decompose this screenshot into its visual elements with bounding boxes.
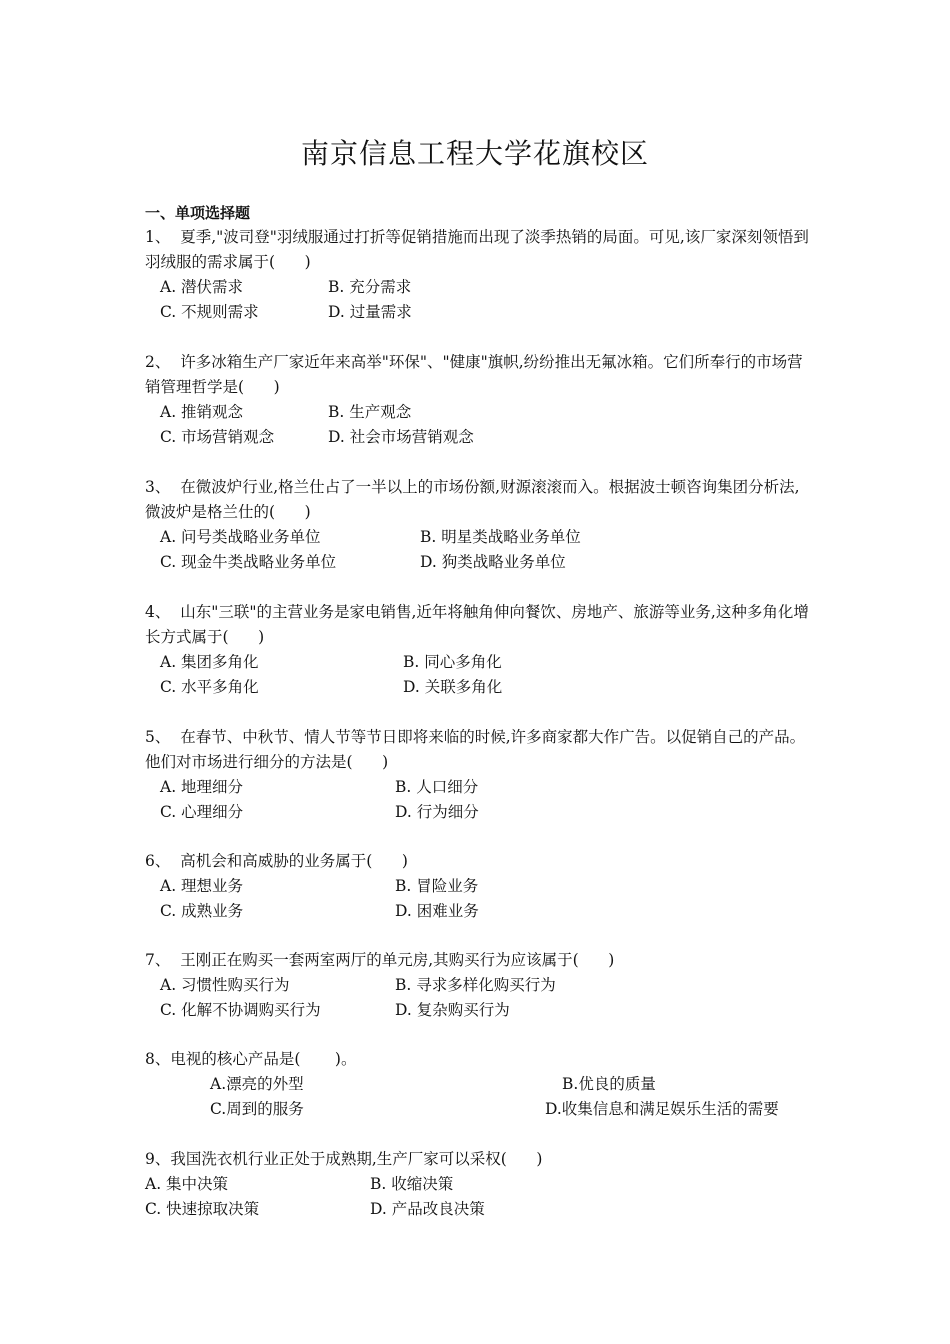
option-a: A. 地理细分 — [160, 778, 244, 796]
option-d: D. 狗类战略业务单位 — [420, 553, 566, 571]
document-title: 南京信息工程大学花旗校区 — [300, 137, 649, 170]
question-text: 6、 高机会和高威胁的业务属于( ) — [145, 852, 408, 870]
option-c: C. 水平多角化 — [160, 678, 259, 696]
option-b: B. 充分需求 — [328, 278, 412, 296]
question-text: 2、 许多冰箱生产厂家近年来高举"环保"、"健康"旗帜,纷纷推出无氟冰箱。它们所奉行的市场营销管理哲学是( ) — [145, 353, 803, 396]
option-b: B. 明星类战略业务单位 — [420, 528, 581, 546]
option-a: A. 潜伏需求 — [160, 278, 244, 296]
option-b: B. 同心多角化 — [403, 653, 502, 671]
option-b: B. 人口细分 — [395, 778, 479, 796]
question-text: 3、 在微波炉行业,格兰仕占了一半以上的市场份额,财源滚滚而入。根据波士顿咨询集团分析法,微波炉是格兰仕的( ) — [145, 478, 800, 521]
option-a: A. 集团多角化 — [160, 653, 259, 671]
option-b: B. 冒险业务 — [395, 877, 479, 895]
question-text: 7、 王刚正在购买一套两室两厅的单元房,其购买行为应该属于( ) — [145, 951, 615, 969]
option-a: A. 习惯性购买行为 — [160, 976, 290, 994]
option-d: D. 社会市场营销观念 — [328, 428, 474, 446]
option-b: B. 生产观念 — [328, 403, 412, 421]
question-7 — [145, 948, 810, 973]
option-a: A.漂亮的外型 — [210, 1075, 304, 1093]
option-d: D. 关联多角化 — [403, 678, 503, 696]
option-b: B.优良的质量 — [562, 1075, 656, 1093]
question-text: 5、 在春节、中秋节、情人节等节日即将来临的时候,许多商家都大作广告。以促销自己的产品。他们对市场进行细分的方法是( ) — [145, 728, 806, 771]
option-d: D. 产品改良决策 — [370, 1200, 485, 1218]
option-b: B. 收缩决策 — [370, 1175, 454, 1193]
option-c: C. 化解不协调购买行为 — [160, 1001, 321, 1019]
option-a: A. 推销观念 — [160, 403, 244, 421]
question-8 — [145, 1047, 810, 1072]
option-c: C. 不规则需求 — [160, 303, 259, 321]
question-text: 1、 夏季,"波司登"羽绒服通过打折等促销措施而出现了淡季热销的局面。可见,该厂家深刻领悟到羽绒服的需求属于( ) — [145, 228, 809, 271]
question-3 — [145, 475, 810, 525]
option-c: C. 现金牛类战略业务单位 — [160, 553, 337, 571]
option-d: D. 过量需求 — [328, 303, 412, 321]
option-a: A. 理想业务 — [160, 877, 244, 895]
question-5 — [145, 725, 810, 775]
question-4 — [145, 600, 810, 650]
option-d: D.收集信息和满足娱乐生活的需要 — [545, 1100, 779, 1118]
option-a: A. 集中决策 — [145, 1175, 229, 1193]
question-1 — [145, 225, 810, 275]
question-6 — [145, 849, 810, 874]
option-a: A. 问号类战略业务单位 — [160, 528, 321, 546]
option-b: B. 寻求多样化购买行为 — [395, 976, 556, 994]
option-d: D. 行为细分 — [395, 803, 479, 821]
option-d: D. 困难业务 — [395, 902, 479, 920]
question-text: 9、我国洗衣机行业正处于成熟期,生产厂家可以采权( ) — [145, 1150, 543, 1168]
option-c: C. 成熟业务 — [160, 902, 244, 920]
section-heading: 一、单项选择题 — [145, 204, 251, 222]
question-9 — [145, 1147, 810, 1172]
option-c: C. 市场营销观念 — [160, 428, 275, 446]
option-c: C. 快速掠取决策 — [145, 1200, 260, 1218]
option-c: C. 心理细分 — [160, 803, 244, 821]
question-2 — [145, 350, 810, 400]
option-d: D. 复杂购买行为 — [395, 1001, 510, 1019]
option-c: C.周到的服务 — [210, 1100, 304, 1118]
question-text: 4、 山东"三联"的主营业务是家电销售,近年将触角伸向餐饮、房地产、旅游等业务,这种多角化增长方式属于( ) — [145, 603, 809, 646]
question-text: 8、电视的核心产品是( )。 — [145, 1050, 357, 1068]
